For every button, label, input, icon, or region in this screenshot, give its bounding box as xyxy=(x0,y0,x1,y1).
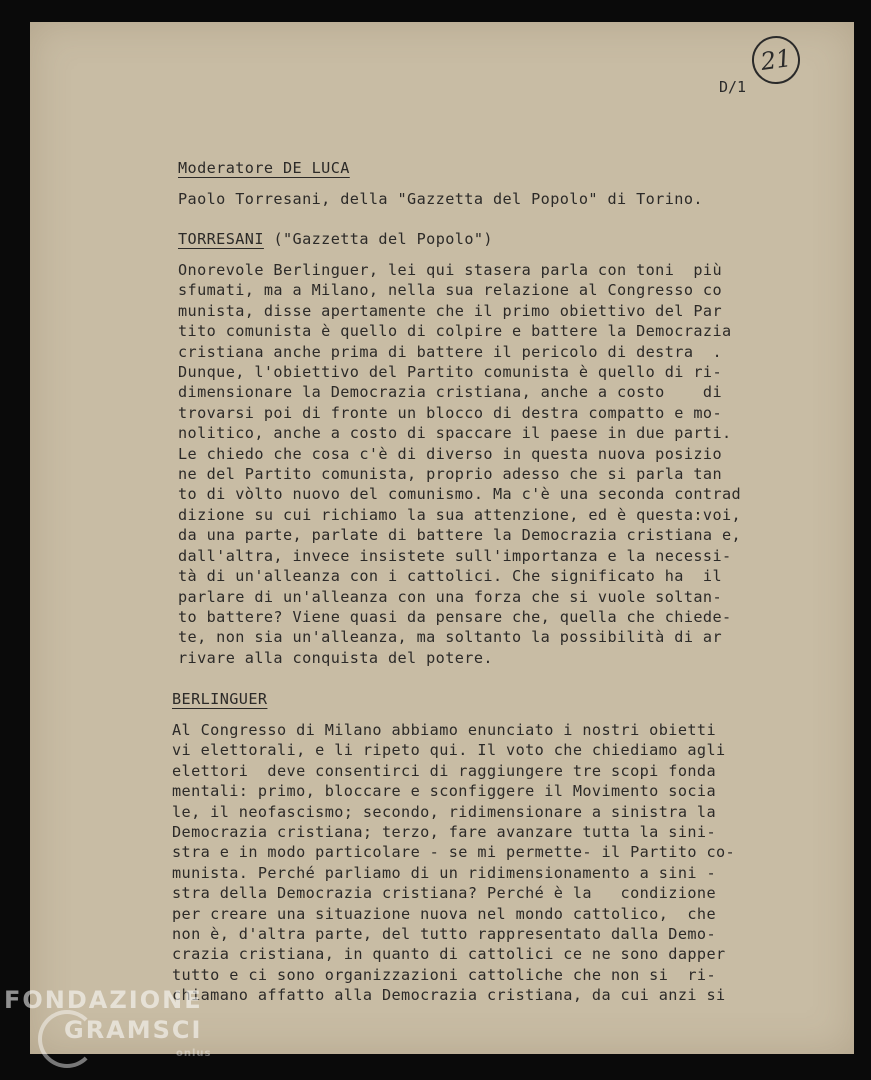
text-line: Democrazia cristiana; terzo, fare avanzare tutta la sini- xyxy=(172,823,716,842)
text-line: non è, d'altra parte, del tutto rappresentato dalla Demo- xyxy=(172,925,716,944)
speaker1-paragraph xyxy=(178,260,741,668)
text-line: munista, disse apertamente che il primo obiettivo del Par xyxy=(178,301,722,320)
watermark-line3: onlus xyxy=(176,1048,212,1059)
text-line: Onorevole Berlinguer, lei qui stasera parla con toni più xyxy=(178,261,722,279)
text-line: le, il neofascismo; secondo, ridimensionare a sinistra la xyxy=(172,802,716,821)
text-line: elettori deve consentirci di raggiungere tre scopi fonda xyxy=(172,761,716,780)
text-line: per creare una situazione nuova nel mondo cattolico, che xyxy=(172,904,716,923)
text-line: dizione su cui richiamo la sua attenzione, ed è questa:voi, xyxy=(178,505,742,524)
text-line: sfumati, ma a Milano, nella sua relazione al Congresso co xyxy=(178,281,722,300)
moderator-line: Paolo Torresani, della "Gazzetta del Popolo" di Torino. xyxy=(178,190,703,208)
text-line: parlare di un'alleanza con una forza che si vuole soltan- xyxy=(178,587,722,606)
text-line: chiamano affatto alla Democrazia cristiana, da cui anzi si xyxy=(172,986,726,1005)
text-line: stra e in modo particolare - se mi permette- il Partito co- xyxy=(172,843,736,862)
text-line: stra della Democrazia cristiana? Perché è la condizione xyxy=(172,884,716,903)
text-line: ne del Partito comunista, proprio adesso che si parla tan xyxy=(178,465,722,484)
text-line: da una parte, parlate di battere la Democrazia cristiana e, xyxy=(178,526,742,545)
text-line: te, non sia un'alleanza, ma soltanto la possibilità di ar xyxy=(178,628,722,647)
text-line: dimensionare la Democrazia cristiana, anche a costo di xyxy=(178,383,722,402)
text-line: vi elettorali, e li ripeto qui. Il voto che chiediamo agli xyxy=(172,741,726,760)
text-line: trovarsi poi di fronte un blocco di destra compatto e mo- xyxy=(178,403,722,422)
text-line: nolitico, anche a costo di spaccare il paese in due parti. xyxy=(178,424,732,443)
speaker2-paragraph xyxy=(172,720,735,1006)
speaker1-heading: TORRESANI xyxy=(178,230,264,248)
watermark-line2: GRAMSCI xyxy=(64,1016,203,1044)
text-line: tito comunista è quello di colpire e battere la Democrazia xyxy=(178,322,732,341)
moderator-heading: Moderatore DE LUCA xyxy=(178,159,350,177)
text-line: to battere? Viene quasi da pensare che, quella che chiede- xyxy=(178,607,732,626)
text-line: Al Congresso di Milano abbiamo enunciato i nostri obietti xyxy=(172,721,716,739)
watermark-line1: FONDAZIONE xyxy=(4,986,203,1014)
text-line: mentali: primo, bloccare e sconfiggere il Movimento socia xyxy=(172,782,716,801)
page-number: 21 xyxy=(758,44,794,76)
text-line: dall'altra, invece insistete sull'importanza e la necessi- xyxy=(178,546,732,565)
document-reference: D/1 xyxy=(719,78,747,96)
text-line: munista. Perché parliamo di un ridimensionamento a sini - xyxy=(172,863,716,882)
text-line: tutto e ci sono organizzazioni cattoliche che non si ri- xyxy=(172,965,716,984)
speaker1-affiliation: ("Gazzetta del Popolo") xyxy=(263,230,493,248)
speaker2-heading: BERLINGUER xyxy=(172,690,268,708)
text-line: Le chiedo che cosa c'è di diverso in questa nuova posizio xyxy=(178,444,722,463)
text-line: to di vòlto nuovo del comunismo. Ma c'è una seconda contrad xyxy=(178,485,742,504)
text-line: rivare alla conquista del potere. xyxy=(178,648,493,667)
text-line: tà di un'alleanza con i cattolici. Che significato ha il xyxy=(178,567,722,586)
text-line: cristiana anche prima di battere il pericolo di destra . xyxy=(178,342,722,361)
text-line: Dunque, l'obiettivo del Partito comunista è quello di ri- xyxy=(178,363,722,382)
speaker1-header xyxy=(178,229,493,249)
text-line: crazia cristiana, in quanto di cattolici ce ne sono dapper xyxy=(172,945,726,964)
